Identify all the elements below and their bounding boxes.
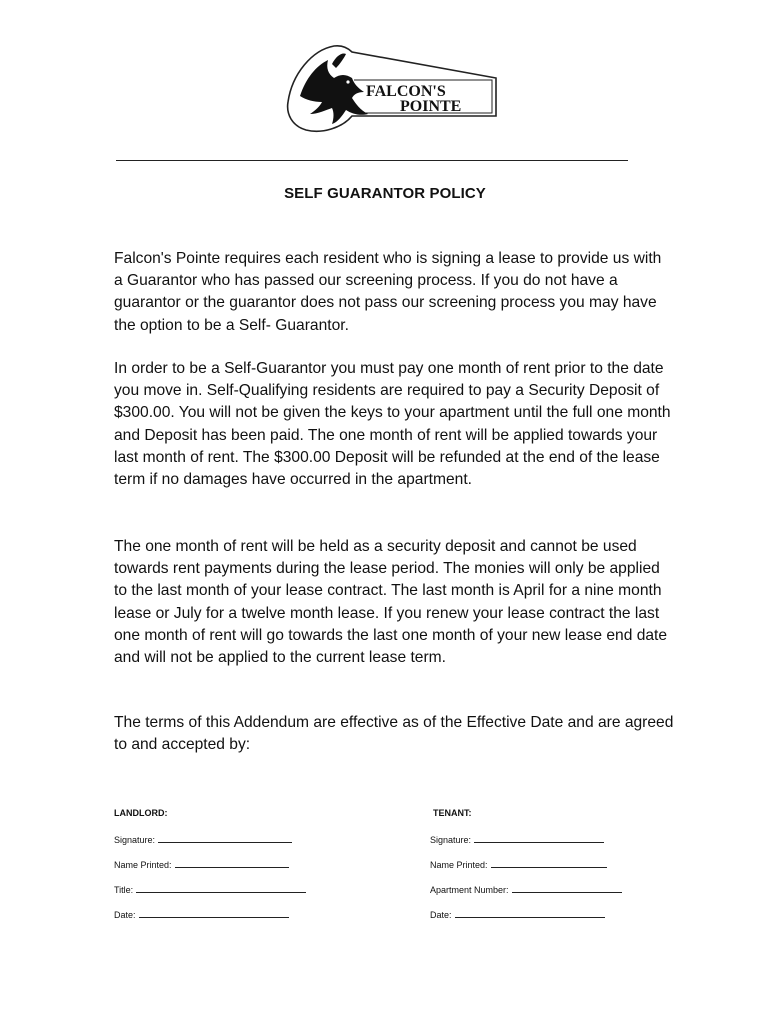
landlord-heading: LANDLORD: <box>114 808 168 818</box>
field-label: Name Printed: <box>430 860 488 870</box>
name-blank[interactable] <box>491 858 607 868</box>
tenant-signature-field[interactable] <box>430 833 670 847</box>
field-label: Date: <box>114 910 136 920</box>
tenant-name-field[interactable] <box>430 858 670 872</box>
tenant-heading: TENANT: <box>433 808 472 818</box>
field-label: Signature: <box>114 835 156 845</box>
document-title: SELF GUARANTOR POLICY <box>284 185 486 202</box>
signature-blank[interactable] <box>474 833 604 843</box>
field-label: Apartment Number: <box>430 885 509 895</box>
field-label: Name Printed: <box>114 860 172 870</box>
tenant-date-field[interactable] <box>430 908 670 922</box>
apartment-number-blank[interactable] <box>512 883 622 893</box>
field-label: Title: <box>114 885 134 895</box>
logo-line1: FALCON'S <box>366 83 446 100</box>
landlord-title-field[interactable] <box>114 883 334 897</box>
falcon-logo-graphic <box>282 44 500 134</box>
header-divider <box>116 160 628 161</box>
landlord-signature-field[interactable] <box>114 833 334 847</box>
tenant-apartment-number-field[interactable] <box>430 883 670 897</box>
date-blank[interactable] <box>139 908 289 918</box>
title-blank[interactable] <box>136 883 306 893</box>
field-label: Signature: <box>430 835 472 845</box>
logo-line2: POINTE <box>400 98 462 115</box>
landlord-name-field[interactable] <box>114 858 334 872</box>
paragraph-2: In order to be a Self-Guarantor you must pay one month of rent prior to the date you move in. Self-Qualifying residents are required to pay a Security Deposit of $300.00. You will not be given the keys to your apartment until the full one month and Deposit has been paid. The one month of rent will be applied towards your last month of rent. The $300.00 Deposit will be refunded at the end of the lease term if no damages have occurred in the apartment. <box>114 360 671 489</box>
field-label: Date: <box>430 910 452 920</box>
signature-blank[interactable] <box>158 833 292 843</box>
tenant-signature-block <box>430 808 670 922</box>
paragraph-3: The one month of rent will be held as a security deposit and cannot be used towards rent payments during the lease period. The monies will only be applied to the last month of your lease contract. The last month is April for a nine month lease or July for a twelve month lease. If you renew your lease contract the last one month of rent will go towards the last one month of your new lease end date and will not be applied to the current lease term. <box>114 538 668 667</box>
landlord-date-field[interactable] <box>114 908 334 922</box>
paragraph-1: Falcon's Pointe requires each resident who is signing a lease to provide us with a Guarantor who has passed our screening process. If you do not have a guarantor or the guarantor does not pass our screening process you may have the option to be a Self- Guarantor. <box>114 250 662 334</box>
landlord-signature-block <box>114 808 334 922</box>
name-blank[interactable] <box>175 858 289 868</box>
paragraph-4: The terms of this Addendum are effective as of the Effective Date and are agreed to and accepted by: <box>114 714 674 754</box>
falcons-pointe-logo <box>282 44 500 134</box>
date-blank[interactable] <box>455 908 605 918</box>
